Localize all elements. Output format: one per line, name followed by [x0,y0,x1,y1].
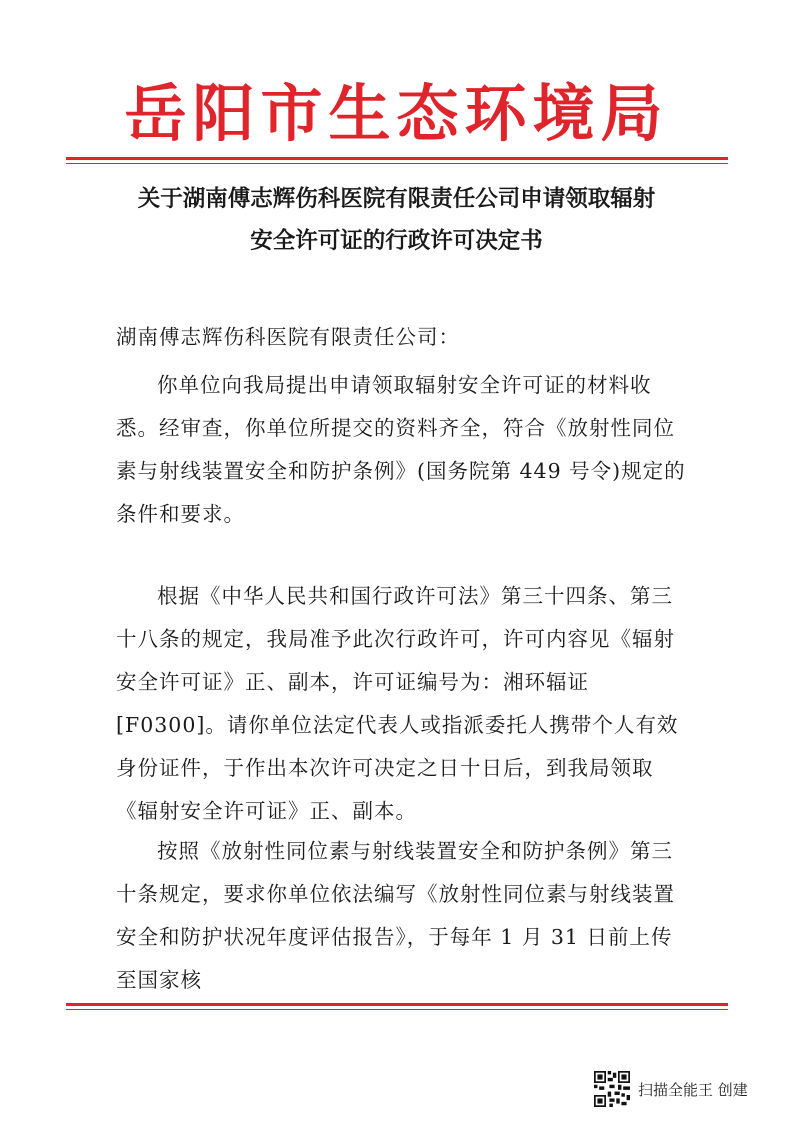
agency-header: 岳阳市生态环境局 [124,77,669,150]
salutation: 湖南傅志辉伤科医院有限责任公司： [116,325,460,349]
document-title-line-1: 关于湖南傅志辉伤科医院有限责任公司申请领取辐射 [137,186,656,212]
header-divider-thin [66,163,728,164]
paragraph-3: 按照《放射性同位素与射线装置安全和防护条例》第三十条规定，要求你单位依法编写《放射性同位素与射线装置安全和防护状况年度评估报告》，于每年 1 月 31 日前上传至国家核 [116,839,675,992]
watermark-label: 扫描全能王 创建 [638,1080,748,1099]
footer-divider-thick [66,1003,728,1006]
qr-code-icon [594,1071,630,1107]
header-divider-thick [66,157,728,160]
paragraph-2: 根据《中华人民共和国行政许可法》第三十四条、第三十八条的规定，我局准予此次行政许可，许可内容见《辐射安全许可证》正、副本，许可证编号为：湘环辐证[F0300]。请你单位法定代表人或指派委托人携带个人有效身份证件，于作出本次许可决定之日十日后，到我局领取《辐射安全许可证》正、副本。 [116,584,679,823]
footer-divider-thin [66,1009,728,1010]
document-title-line-2: 安全许可证的行政许可决定书 [250,228,543,254]
paragraph-1: 你单位向我局提出申请领取辐射安全许可证的材料收悉。经审查，你单位所提交的资料齐全，符合《放射性同位素与射线装置安全和防护条例》(国务院第 449 号令)规定的条件和要求。 [116,373,686,526]
scanner-watermark [594,1069,748,1109]
